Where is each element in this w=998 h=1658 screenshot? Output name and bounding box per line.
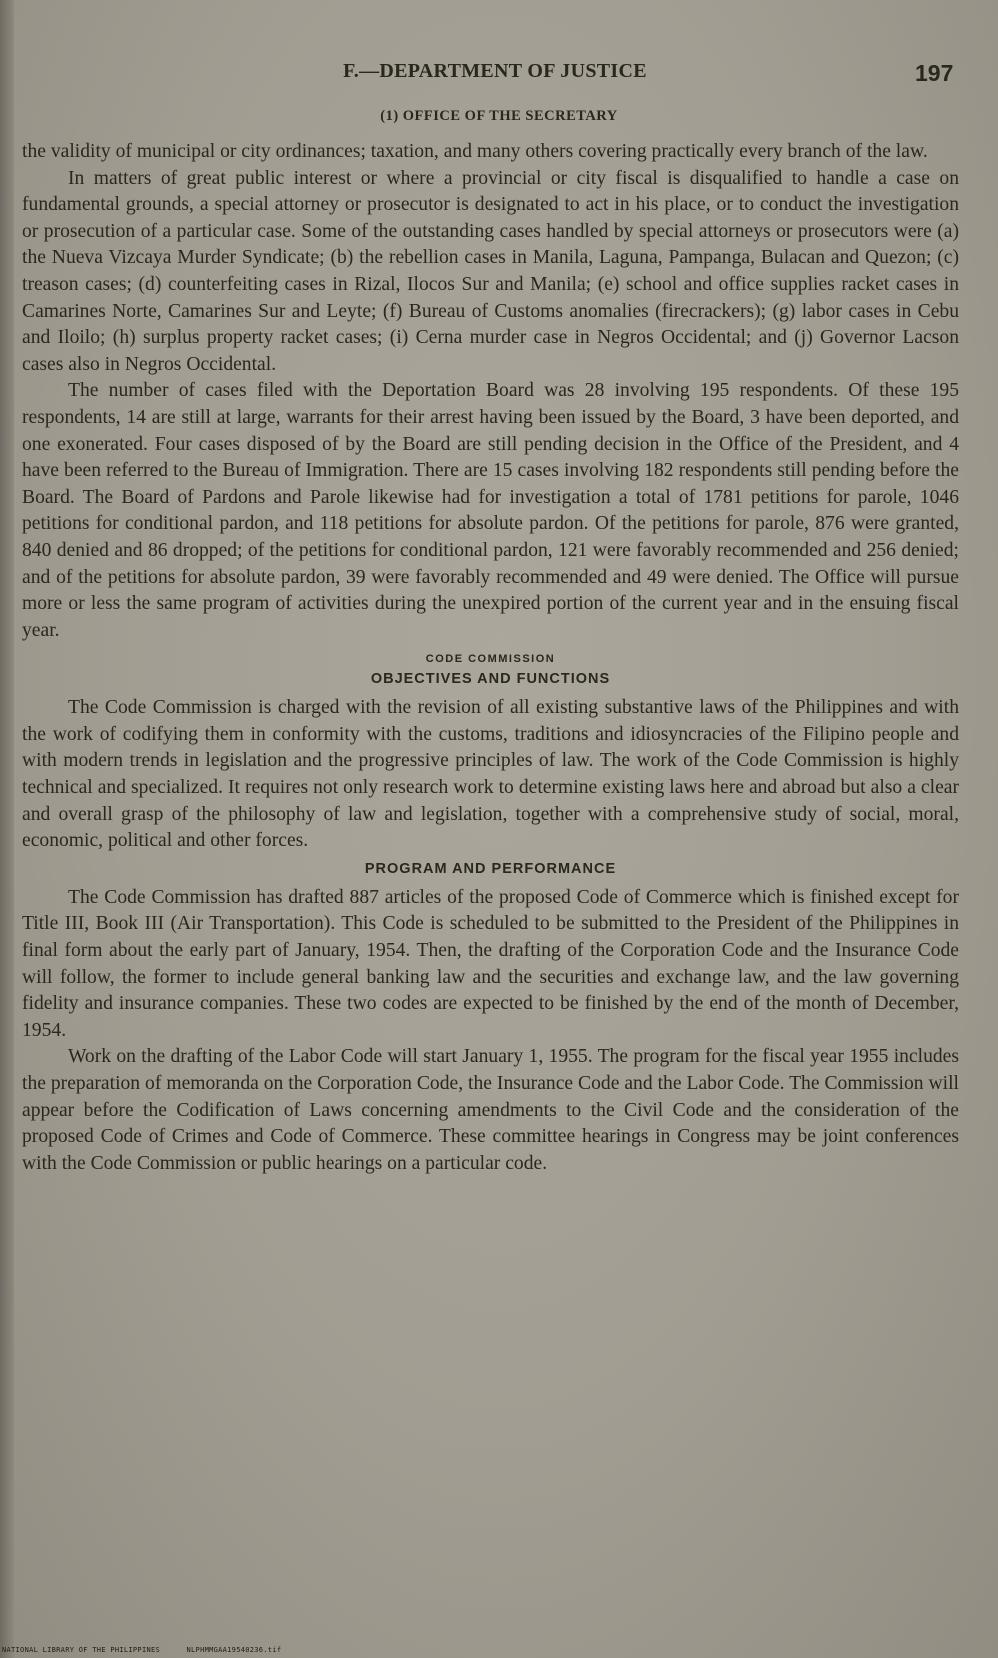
library-name: NATIONAL LIBRARY OF THE PHILIPPINES bbox=[2, 1646, 161, 1654]
page-header bbox=[0, 58, 998, 92]
page-binding-edge bbox=[0, 0, 14, 1658]
running-title: F.—DEPARTMENT OF JUSTICE bbox=[343, 60, 647, 82]
section-code-commission: CODE COMMISSION bbox=[425, 653, 556, 666]
paragraph-code-of-commerce: The Code Commission has drafted 887 articles of the proposed Code of Commerce which is finished except for Title III, Book III (Air Transportation). This Code is scheduled to be submitted to the President of the Philippines in final form about the early part of January, 1954. Then, the drafting of the Corporation Code and the Insurance Code will follow, the former to include general banking law and the securities and exchange law, and the law governing fidelity and insurance companies. These two codes are expected to be finished by the end of the month of December, 1954. bbox=[22, 886, 959, 1041]
paragraph-continuation: the validity of municipal or city ordinances; taxation, and many others covering practically every branch of the law. bbox=[22, 141, 928, 162]
scan-file-id: NLPHMMGAA19540236.tif bbox=[186, 1646, 282, 1654]
page-number: 197 bbox=[915, 60, 954, 86]
document-body bbox=[22, 139, 959, 1177]
paragraph-labor-code: Work on the drafting of the Labor Code will start January 1, 1955. The program for the fiscal year 1955 includes the preparation of memoranda on the Corporation Code, the Insurance Code and the Labor Code. The Commission will appear before the Codification of Laws concerning amendments to the Civil Code and the consideration of the proposed Code of Crimes and Code of Commerce. These committee hearings in Congress may be joint conferences with the Code Commission or public hearings on a particular code. bbox=[22, 1046, 959, 1174]
paragraph-code-commission-charge: The Code Commission is charged with the revision of all existing substantive laws of the Philippines and with the work of codifying them in conformity with the customs, traditions and idiosyncracies of the Filipino people and with modern trends in legislation and the progressive principles of law. The work of the Code Commission is highly technical and specialized. It requires not only research work to determine existing laws here and abroad but also a clear and overall grasp of the philosophy of law and legislation, together with a comprehensive study of social, moral, economic, political and other forces. bbox=[22, 697, 959, 852]
paragraph-special-cases: In matters of great public interest or where a provincial or city fiscal is disqualified to handle a case on fundamental grounds, a special attorney or prosecutor is designated to act in his place, or to conduct the investigation or prosecution of a particular case. Some of the outstanding cases handled by special attorneys or prosecutors were (a) the Nueva Vizcaya Murder Syndicate; (b) the rebellion cases in Manila, Laguna, Pampanga, Bulacan and Quezon; (c) treason cases; (d) counterfeiting cases in Rizal, Ilocos Sur and Manila; (e) school and office supplies racket cases in Camarines Norte, Camarines Sur and Leyte; (f) Bureau of Customs anomalies (firecrackers); (g) labor cases in Cebu and Iloilo; (h) surplus property racket cases; (i) Cerna murder case in Negros Occidental; and (j) Governor Lacson cases also in Negros Occidental. bbox=[22, 167, 959, 375]
scan-footer-stamp bbox=[2, 1646, 281, 1654]
paragraph-deportation-board: The number of cases filed with the Deportation Board was 28 involving 195 respondents. Of these 195 respondents, 14 are still at large, warrants for their arrest having been issued by the Board, 3 have been deported, and one exonerated. Four cases disposed of by the Board are still pending decision in the Office of the President, and 4 have been referred to the Bureau of Immigration. There are 15 cases involving 182 respondents still pending before the Board. The Board of Pardons and Parole likewise had for investigation a total of 1781 petitions for parole, 1046 petitions for conditional pardon, and 118 petitions for absolute pardon. Of the petitions for parole, 876 were granted, 840 denied and 86 dropped; of the petitions for conditional pardon, 121 were favorably recommended and 256 denied; and of the petitions for absolute pardon, 39 were favorably recommended and 49 were denied. The Office will pursue more or less the same program of activities during the unexpired portion of the current year and in the ensuing fiscal year. bbox=[22, 380, 959, 641]
heading-objectives-functions: OBJECTIVES AND FUNCTIONS bbox=[370, 671, 611, 688]
office-subtitle: (1) OFFICE OF THE SECRETARY bbox=[380, 108, 618, 124]
heading-program-performance: PROGRAM AND PERFORMANCE bbox=[364, 860, 617, 877]
